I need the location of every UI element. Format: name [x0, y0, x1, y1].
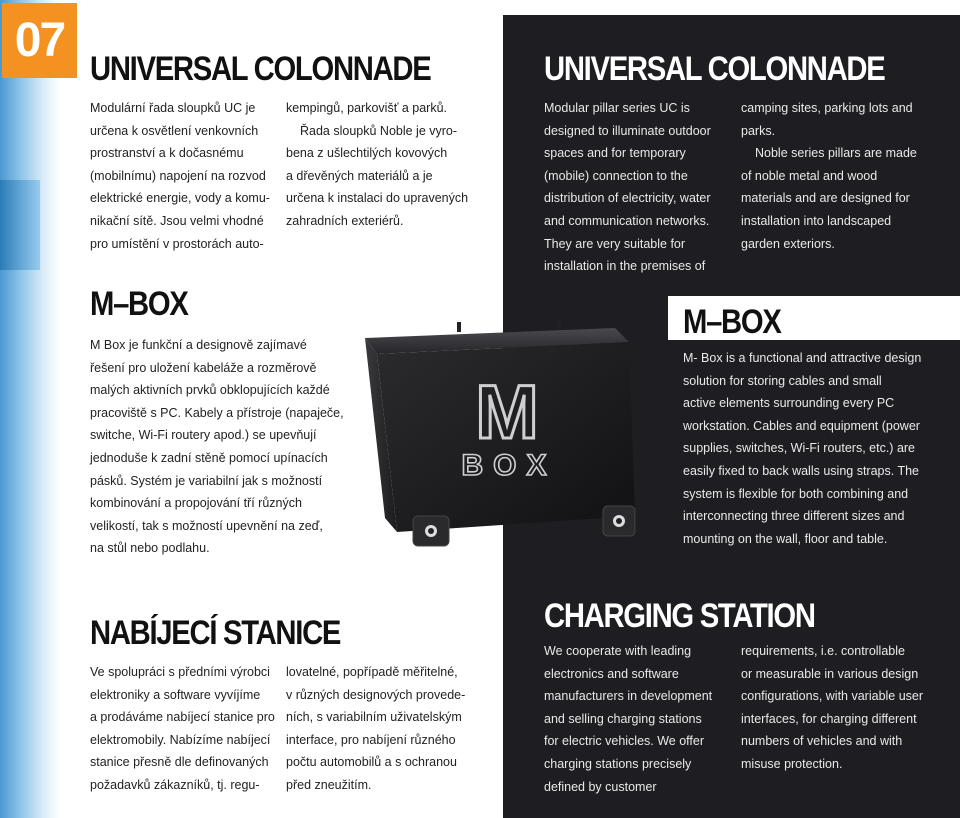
text-line: nikační sítě. Jsou velmi vhodné	[90, 213, 264, 228]
page-number-badge: 07	[2, 3, 77, 78]
text-line: určena k osvětlení venkovních	[90, 123, 259, 138]
text-line: installation in the premises of	[544, 259, 706, 274]
box-clip	[457, 322, 461, 332]
text-line: numbers of vehicles and with	[741, 734, 903, 749]
text-line: installation into landscaped	[741, 213, 892, 228]
text-line: designed to illuminate outdoor	[544, 123, 711, 138]
text-line: garden exteriors.	[741, 236, 835, 251]
text-line: řešení pro uložení kabeláže a rozměrově	[90, 360, 317, 375]
text-line: určena k instalaci do upravených	[286, 191, 469, 206]
text-line: distribution of electricity, water	[544, 191, 711, 206]
text-line: před zneužitím.	[286, 777, 372, 792]
text-line: velikostí, tak s možností upevnění na zeď,	[90, 518, 323, 533]
text-line: počtu automobilů a s ochranou	[286, 755, 457, 770]
text-line: na stůl nebo podlahu.	[90, 541, 210, 556]
en-mbox-text	[683, 347, 953, 550]
text-line: supplies, switches, Wi-Fi routers, etc.) are	[683, 441, 916, 456]
text-line: prostranství a k dočasnému	[90, 146, 244, 161]
text-line: bena z ušlechtilých kovových	[286, 146, 448, 161]
text-line: and communication networks.	[544, 213, 710, 228]
text-line: solution for storing cables and small	[683, 373, 882, 388]
text-line: active elements surrounding every PC	[683, 396, 895, 411]
text-line: defined by customer	[544, 779, 657, 794]
text-line: pro umístění v prostorách auto-	[90, 236, 264, 251]
cz-title-mbox: M–BOX	[90, 285, 188, 323]
text-line: Noble series pillars are made	[755, 146, 917, 161]
text-line: kombinování a propojování tří různých	[90, 496, 302, 511]
text-line: (mobile) connection to the	[544, 168, 688, 183]
text-line: Modulární řada sloupků UC je	[90, 101, 256, 115]
text-line: We cooperate with leading	[544, 644, 692, 658]
mbox-logo-m: M	[475, 370, 539, 455]
text-line: zahradních exteriérů.	[286, 213, 404, 228]
cz-charging-col2	[286, 661, 486, 797]
text-line: workstation. Cables and equipment (power	[683, 418, 920, 433]
text-line: configurations, with variable user	[741, 689, 924, 704]
text-line: pásků. Systém je variabilní jak s možností	[90, 473, 323, 488]
cz-title-charging: NABÍJECÍ STANICE	[90, 614, 341, 652]
blue-gradient-accent	[0, 180, 40, 270]
text-line: interface, pro nabíjení různého	[286, 732, 456, 747]
text-line: Řada sloupků Noble je vyro-	[300, 123, 458, 138]
text-line: Ve spolupráci s předními výrobci	[90, 665, 270, 679]
en-colonnade-col2	[741, 97, 951, 255]
text-line: a prodáváme nabíjecí stanice pro	[90, 710, 275, 725]
text-line: materials and are designed for	[741, 191, 910, 206]
text-line: lovatelné, popřípadě měřitelné,	[286, 665, 458, 679]
text-line: switche, Wi-Fi routery apod.) se upevňují	[90, 428, 317, 443]
box-clip	[557, 320, 561, 328]
cz-colonnade-col1	[90, 97, 280, 255]
text-line: for electric vehicles. We offer	[544, 734, 705, 749]
text-line: They are very suitable for	[544, 236, 686, 251]
text-line: requirements, i.e. controllable	[741, 644, 905, 658]
text-line: v různých designových provede-	[286, 687, 466, 702]
text-line: ních, s variabilním uživatelským	[286, 710, 462, 725]
cz-colonnade-col2	[286, 97, 486, 233]
text-line: interconnecting three different sizes and	[683, 509, 905, 524]
cz-mbox-text	[90, 334, 360, 560]
text-line: M Box je funkční a designově zajímavé	[90, 338, 307, 352]
text-line: misuse protection.	[741, 756, 843, 771]
cz-title-universal-colonnade: UNIVERSAL COLONNADE	[90, 50, 431, 88]
text-line: easily fixed to back walls using straps. The	[683, 463, 919, 478]
text-line: kempingů, parkovišť a parků.	[286, 101, 448, 115]
en-charging-col2	[741, 640, 951, 776]
en-title-mbox-label: M–BOX	[683, 303, 781, 341]
text-line: or measurable in various design	[741, 666, 919, 681]
text-line: system is flexible for both combining and	[683, 486, 909, 501]
text-line: interfaces, for charging different	[741, 711, 917, 726]
text-line: camping sites, parking lots and	[741, 101, 913, 115]
text-line: Modular pillar series UC is	[544, 101, 690, 115]
cz-charging-col1	[90, 661, 280, 797]
text-line: mounting on the wall, floor and table.	[683, 531, 888, 546]
text-line: of noble metal and wood	[741, 168, 878, 183]
text-line: charging stations precisely	[544, 756, 692, 771]
text-line: malých aktivních prvků obklopujících každé	[90, 383, 330, 398]
text-line: jednoduše k zadní stěně pomocí upínacích	[90, 450, 328, 465]
mbox-logo-box: BOX	[461, 449, 557, 482]
en-charging-col1	[544, 640, 734, 798]
text-line: parks.	[741, 123, 776, 138]
text-line: elektrické energie, vody a komu-	[90, 191, 270, 206]
mbox-product-image	[357, 320, 645, 555]
text-line: pracoviště s PC. Kabely a přístroje (napaječe,	[90, 405, 344, 420]
text-line: spaces and for temporary	[544, 146, 686, 161]
blue-gradient-stripe	[0, 0, 60, 818]
text-line: (mobilnímu) napojení na rozvod	[90, 168, 266, 183]
box-foot-right	[603, 506, 635, 536]
text-line: and selling charging stations	[544, 711, 702, 726]
en-title-universal-colonnade: UNIVERSAL COLONNADE	[544, 50, 885, 88]
box-foot-left	[413, 516, 449, 546]
text-line: elektroniky a software vyvíjíme	[90, 687, 261, 702]
en-colonnade-col1	[544, 97, 734, 278]
en-title-charging: CHARGING STATION	[544, 597, 815, 635]
text-line: elektromobily. Nabízíme nabíjecí	[90, 732, 271, 747]
text-line: M- Box is a functional and attractive design	[683, 351, 922, 365]
text-line: stanice přesně dle definovaných	[90, 755, 269, 770]
text-line: electronics and software	[544, 666, 679, 681]
text-line: požadavků zákazníků, tj. regu-	[90, 777, 260, 792]
text-line: a dřevěných materiálů a je	[286, 168, 433, 183]
text-line: manufacturers in development	[544, 689, 713, 704]
